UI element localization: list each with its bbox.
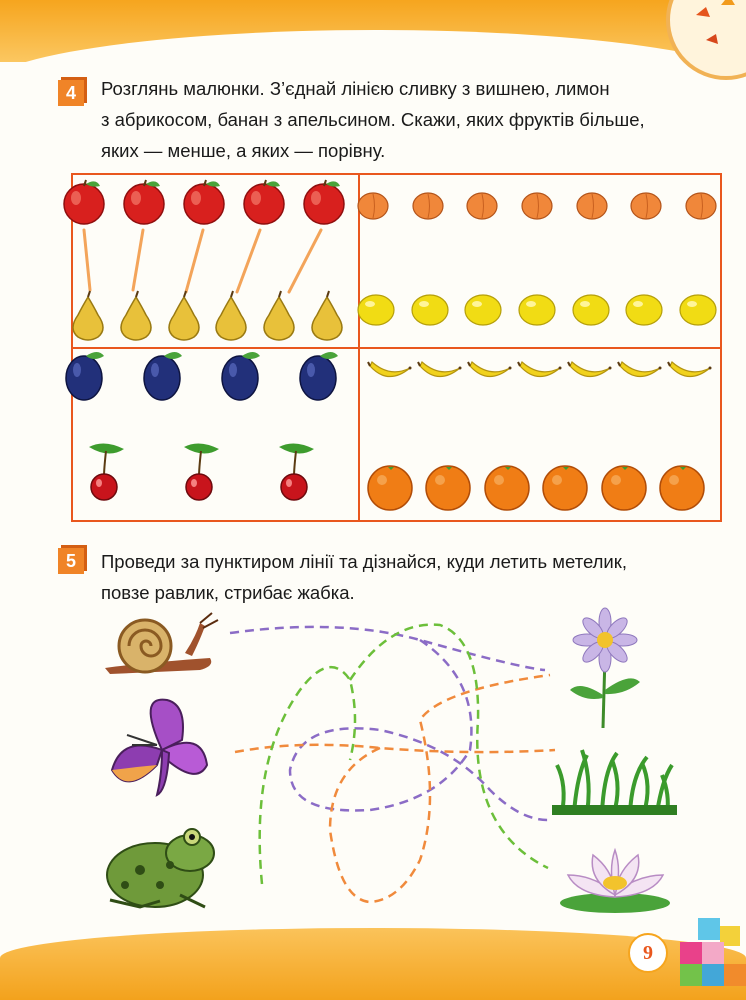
page-number: 9 [628,933,668,973]
task4-line-2: з абрикосом, банан з апельсином. Скажи, яких фруктів більше, [101,109,645,130]
butterfly-path [235,675,555,902]
frog-path [260,625,548,884]
task4-line-3: яких — менше, а яких — порівну. [101,140,386,161]
task5-line-2: повзе равлик, стрибає жабка. [101,582,355,603]
task4-line-1: Розглянь малюнки. З’єднай лінією сливку з вишнею, лимон [101,78,610,99]
building-blocks-icon [678,916,746,986]
task5-line-1: Проведи за пунктиром лінії та дізнайся, куди летить метелик, [101,551,627,572]
task-number-badge-5: 5 [58,548,84,574]
task-number-badge: 4 [58,80,84,106]
snail-path [230,627,548,820]
